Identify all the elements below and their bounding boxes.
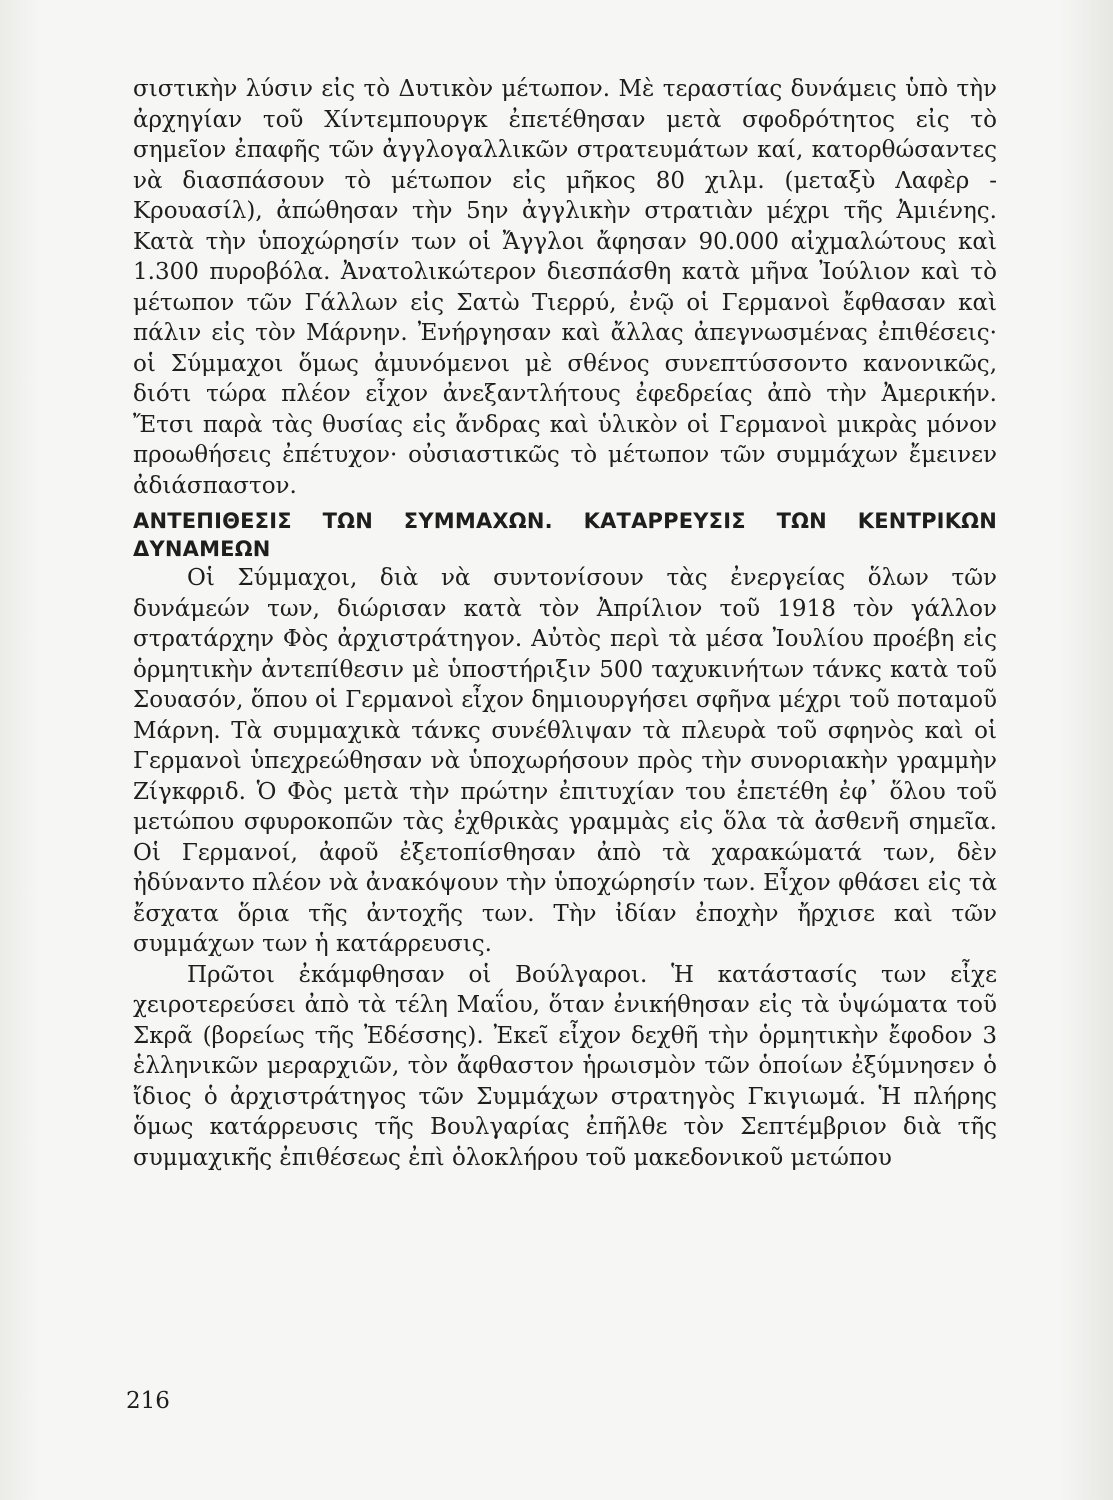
paragraph-3: Πρῶτοι ἐκάμφθησαν οἱ Βούλγαροι. Ἡ κατάστασίς των εἶχε χειροτερεύσει ἀπὸ τὰ τέλη Μαΐου, ὅταν ἐνικήθησαν εἰς τὰ ὑψώματα τοῦ Σκρᾶ (βορείως τῆς Ἐδέσσης). Ἐκεῖ εἶχον δεχθῆ τὴν ὁρμητικὴν ἔφοδον 3 ἑλληνικῶν μεραρχιῶν, τὸν ἄφθαστον ἡρωισμὸν τῶν ὁποίων ἐξύμνησεν ὁ ἴδιος ὁ ἀρχιστράτηγος τῶν Συμμάχων στρατηγὸς Γκιγιωμά. Ἡ πλήρης ὅμως κατάρρευσις τῆς Βουλγαρίας ἐπῆλθε τὸν Σεπτέμβριον διὰ τῆς συμμαχικῆς ἐπιθέσεως ἐπὶ ὁλοκλήρου τοῦ μακεδονικοῦ μετώπου (133, 961, 997, 1171)
section-heading: ΑΝΤΕΠΙΘΕΣΙΣ ΤΩΝ ΣΥΜΜΑΧΩΝ. ΚΑΤΑΡΡΕΥΣΙΣ ΤΩΝ ΚΕΝΤΡΙΚΩΝ ΔΥΝΑΜΕΩΝ (133, 509, 997, 561)
paragraph-2: Οἱ Σύμμαχοι, διὰ νὰ συντονίσουν τὰς ἐνεργείας ὅλων τῶν δυνάμεών των, διώρισαν κατὰ τὸν Ἀπρίλιον τοῦ 1918 τὸν γάλλον στρατάρχην Φὸς ἀρχιστράτηγον. Αὐτὸς περὶ τὰ μέσα Ἰουλίου προέβη εἰς ὁρμητικὴν ἀντεπίθεσιν μὲ ὑποστήριξιν 500 ταχυκινήτων τάνκς κατὰ τοῦ Σουασόν, ὅπου οἱ Γερμανοὶ εἶχον δημιουργήσει σφῆνα μέχρι τοῦ ποταμοῦ Μάρνη. Τὰ συμμαχικὰ τάνκς συνέθλιψαν τὰ πλευρὰ τοῦ σφηνὸς καὶ οἱ Γερμανοὶ ὑπεχρεώθησαν νὰ ὑποχωρήσουν πρὸς τὴν συνοριακὴν γραμμὴν Ζίγκφριδ. Ὁ Φὸς μετὰ τὴν πρώτην ἐπιτυχίαν του ἐπετέθη ἐφ᾽ ὅλου τοῦ μετώπου σφυροκοπῶν τὰς ἐχθρικὰς γραμμὰς εἰς ὅλα τὰ ἀσθενῆ σημεῖα. Οἱ Γερμανοί, ἀφοῦ ἐξετοπίσθησαν ἀπὸ τὰ χαρακώματά των, δὲν ἠδύναντο πλέον νὰ ἀνακόψουν τὴν ὑποχώρησίν των. Εἶχον φθάσει εἰς τὰ ἔσχατα ὅρια τῆς ἀντοχῆς των. Τὴν ἰδίαν ἐποχὴν ἤρχισε καὶ τῶν συμμάχων των ἡ κατάρρευσις. (133, 565, 997, 957)
paragraph-1: σιστικὴν λύσιν εἰς τὸ Δυτικὸν μέτωπον. Μὲ τεραστίας δυνάμεις ὑπὸ τὴν ἀρχηγίαν τοῦ Χίντεμπουργκ ἐπετέθησαν μετὰ σφοδρότητος εἰς τὸ σημεῖον ἐπαφῆς τῶν ἀγγλογαλλικῶν στρατευμάτων καί, κατορθώσαντες νὰ διασπάσουν τὸ μέτωπον εἰς μῆκος 80 χιλμ. (μεταξὺ Λαφὲρ - Κρουασίλ), ἀπώθησαν τὴν 5ην ἀγγλικὴν στρατιὰν μέχρι τῆς Ἀμιένης. Κατὰ τὴν ὑποχώρησίν των οἱ Ἄγγλοι ἄφησαν 90.000 αἰχμαλώτους καὶ 1.300 πυροβόλα. Ἀνατολικώτερον διεσπάσθη κατὰ μῆνα Ἰούλιον καὶ τὸ μέτωπον τῶν Γάλλων εἰς Σατὼ Τιερρύ, ἐνῷ οἱ Γερμανοὶ ἔφθασαν καὶ πάλιν εἰς τὸν Μάρνην. Ἐνήργησαν καὶ ἄλλας ἀπεγνωσμένας ἐπιθέσεις· οἱ Σύμμαχοι ὅμως ἀμυνόμενοι μὲ σθένος συνεπτύσσοντο κανονικῶς, διότι τώρα πλέον εἶχον ἀνεξαντλήτους ἐφεδρείας ἀπὸ τὴν Ἀμερικήν. Ἔτσι παρὰ τὰς θυσίας εἰς ἄνδρας καὶ ὑλικὸν οἱ Γερμανοὶ μικρὰς μόνον προωθήσεις ἐπέτυχον· οὐσιαστικῶς τὸ μέτωπον τῶν συμμάχων ἔμεινεν ἀδιάσπαστον. (133, 76, 997, 499)
body-text (133, 74, 997, 1173)
page-number: 216 (126, 1388, 170, 1414)
